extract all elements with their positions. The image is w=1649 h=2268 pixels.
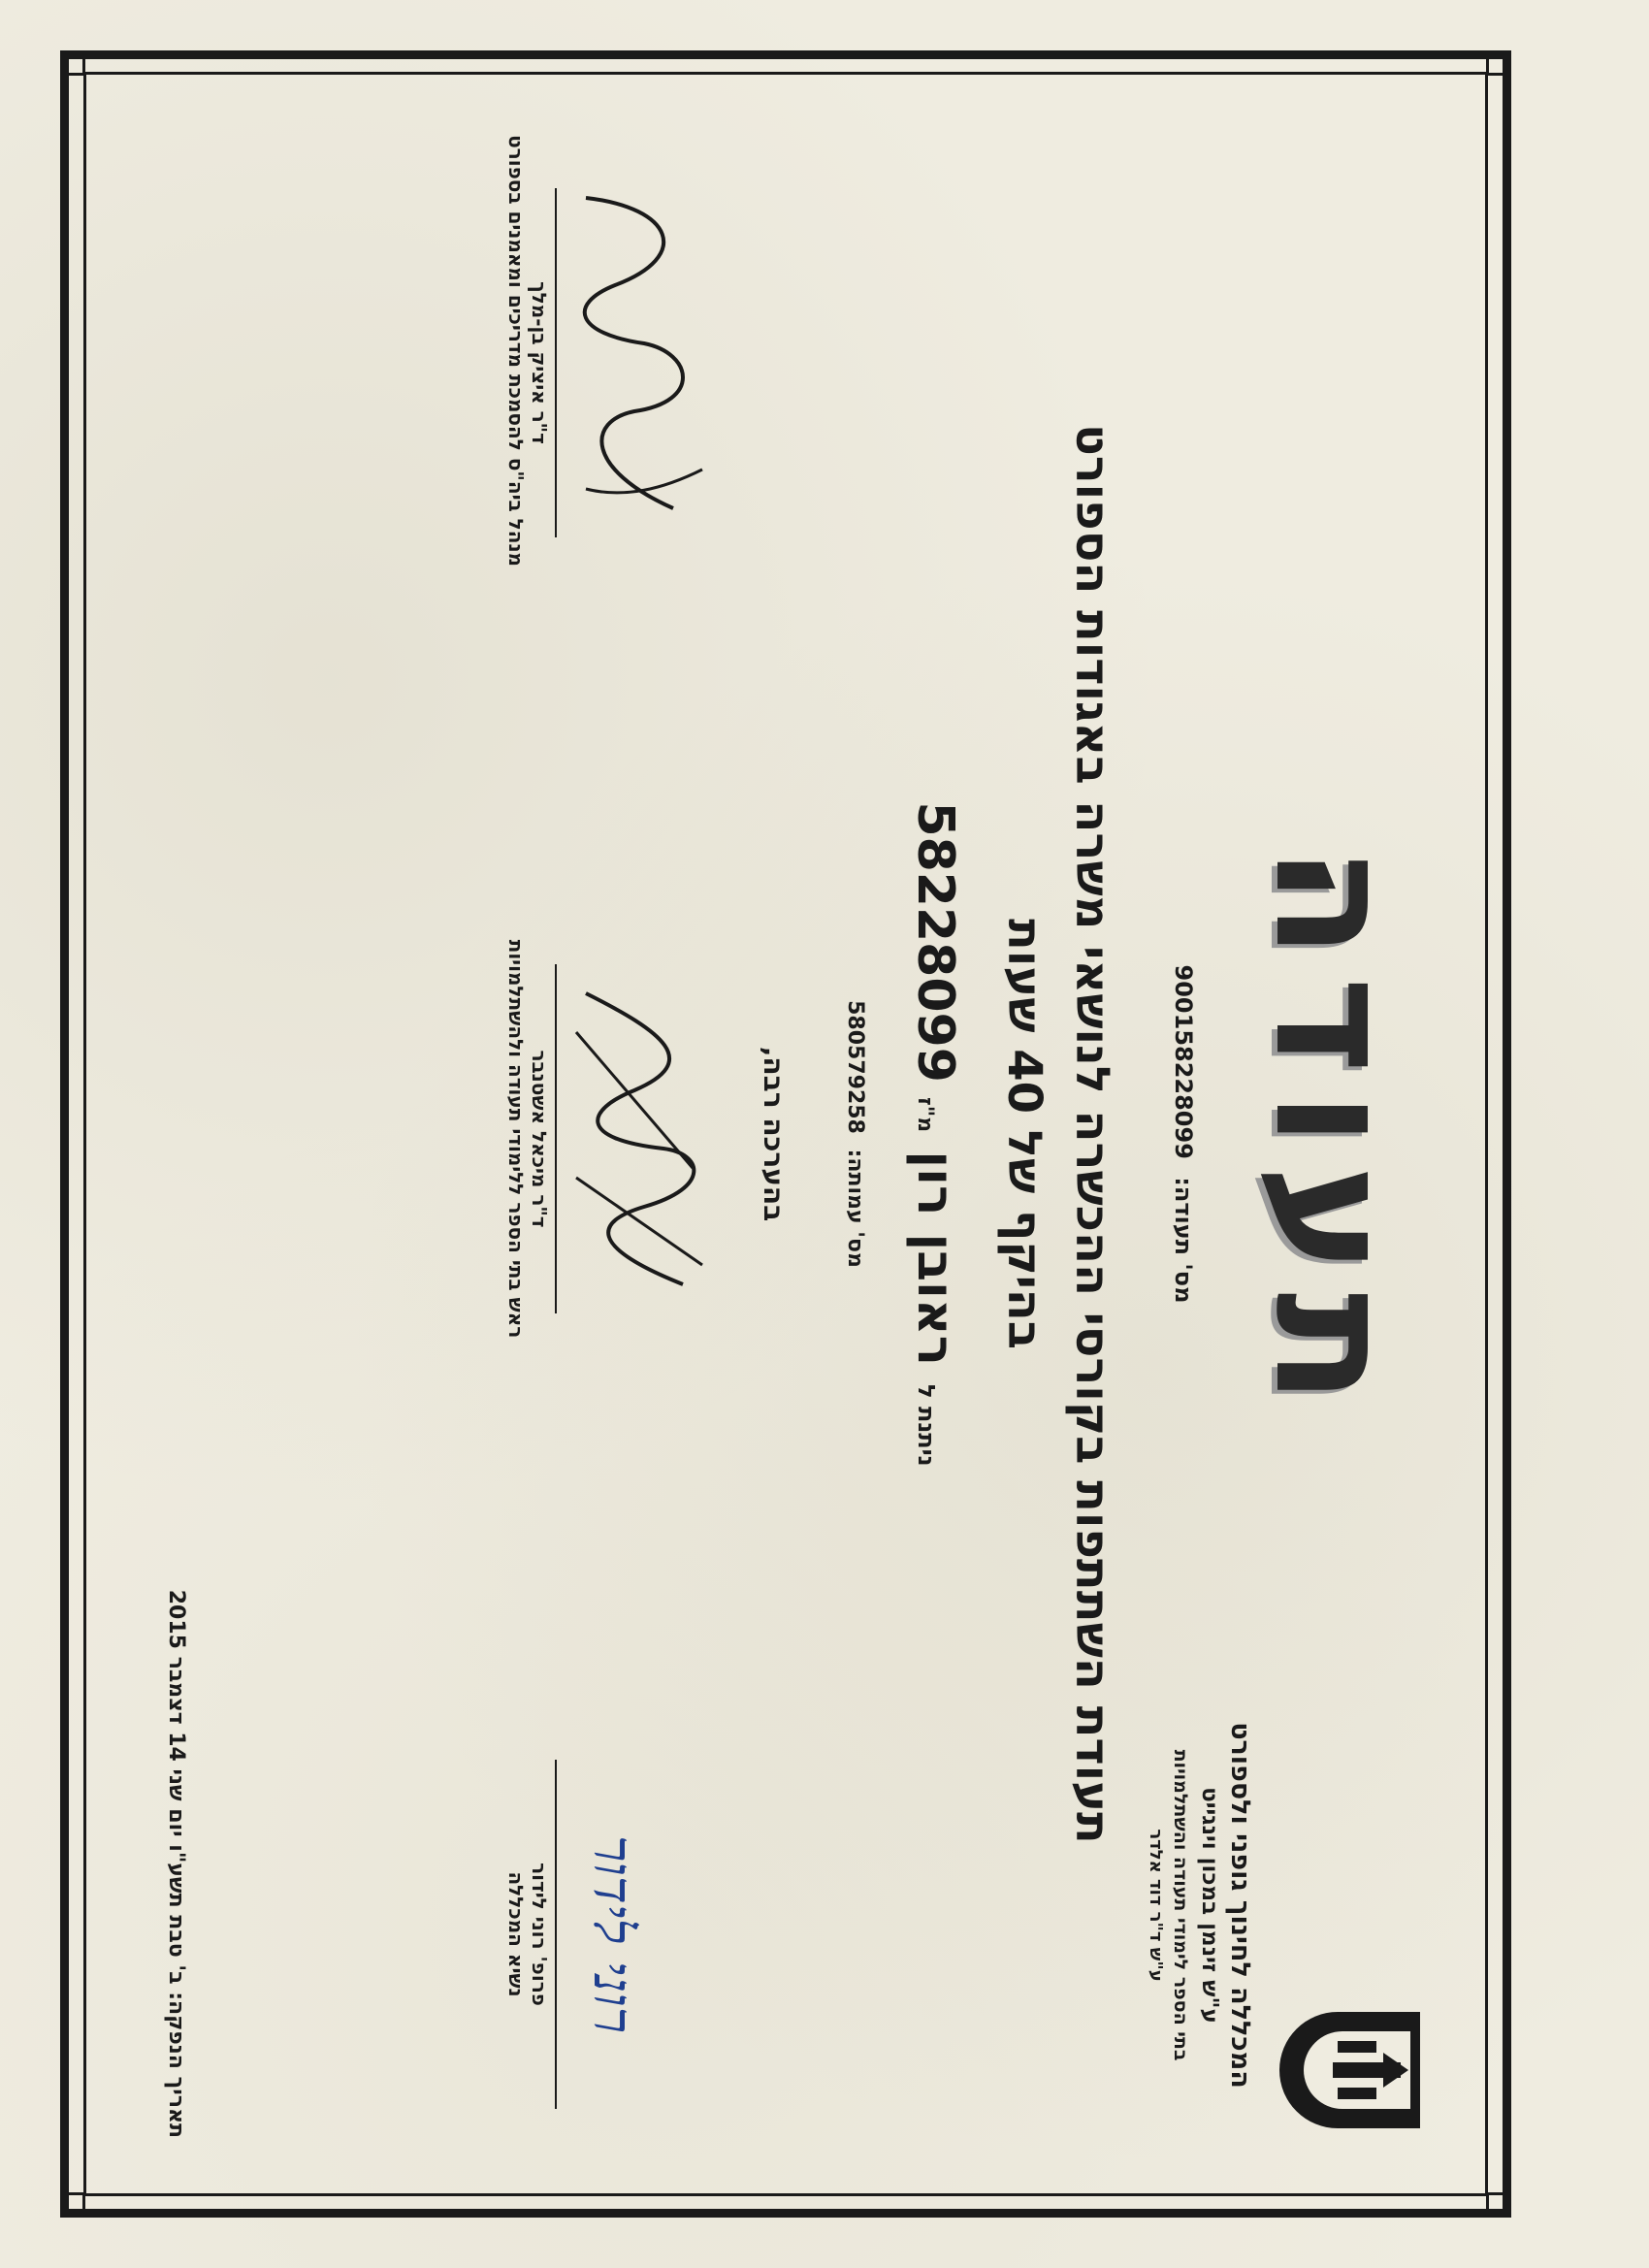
recipient-line <box>906 72 964 2196</box>
logo-line-2: ע"ש זינמן במכון וינגייט <box>1197 1787 1222 2024</box>
association-number-label: מס' עמותה: <box>843 1149 867 1268</box>
id-number: 58228099 <box>906 801 964 1083</box>
regards-text: בהערכה רבה, <box>758 1046 790 1222</box>
corner-ornament <box>60 2192 85 2218</box>
logo-line-4: ע"ש ד"ר דוד אלדר <box>1146 1829 1166 1982</box>
certificate-title: תעודה <box>1238 845 1430 1423</box>
signature-area <box>557 935 731 1343</box>
signer-title: נשיא המכללה <box>504 1871 528 1997</box>
corner-ornament <box>60 50 85 76</box>
signature-block-head-of-schools <box>504 935 731 1343</box>
main-text-line-1: תעודת השתתפות בקורסי ההכשרה לנושאי משרה באגודות הספורט <box>1065 424 1119 1844</box>
association-number-value: 580579258 <box>843 1000 867 1134</box>
issue-date-value: ב' טבת תשע"ו יום שני 14 דצמבר 2015 <box>164 1589 188 1985</box>
given-to-label: ניתנת ל <box>913 1384 940 1467</box>
signature-scribble-icon <box>557 974 722 1304</box>
certificate-number-label: מס' תעודה: <box>1170 1177 1197 1304</box>
recipient-name: ראובן רון <box>906 1150 964 1366</box>
handwritten-signature: רוני לידור <box>581 1834 644 2034</box>
certificate-number-value: 900158228099 <box>1170 964 1197 1159</box>
logo-line-1: המכללה לחינוך גופני ולספורט <box>1225 1722 1255 2089</box>
signer-title: מנהל ביה"ס להסמכת מדריכים ומאמנים בספורט <box>504 135 528 567</box>
id-label: מ"ז <box>913 1096 937 1133</box>
signature-area <box>557 1731 731 2138</box>
logo-line-3: בתי הספר לימודי תעודה והשתלמויות <box>1170 1749 1191 2061</box>
association-number <box>843 72 867 2196</box>
signature-block-president <box>504 1731 731 2138</box>
main-text-line-2: בהיקף של 40 שעות <box>997 918 1051 1350</box>
issue-date-label: תאריך הנפקה: <box>164 1992 188 2138</box>
signature-area <box>557 159 731 567</box>
signer-name: ד"ר איציק בן-מלך <box>528 281 551 444</box>
signer-name: ד"ר מיכאל אשטנבר <box>528 1050 551 1228</box>
signature-block-school-director <box>504 135 731 567</box>
signer-name: פרופ' רוני לידור <box>528 1863 551 2006</box>
signer-title: ראש בתי הספר ללימודי תעודה ולהשתלמויות <box>504 939 528 1339</box>
signature-scribble-icon <box>557 178 731 547</box>
corner-ornament <box>1486 2192 1511 2218</box>
certificate-number <box>1170 72 1197 2196</box>
certificate-content <box>83 72 1488 2196</box>
issue-date <box>164 1590 188 2138</box>
corner-ornament <box>1486 50 1511 76</box>
